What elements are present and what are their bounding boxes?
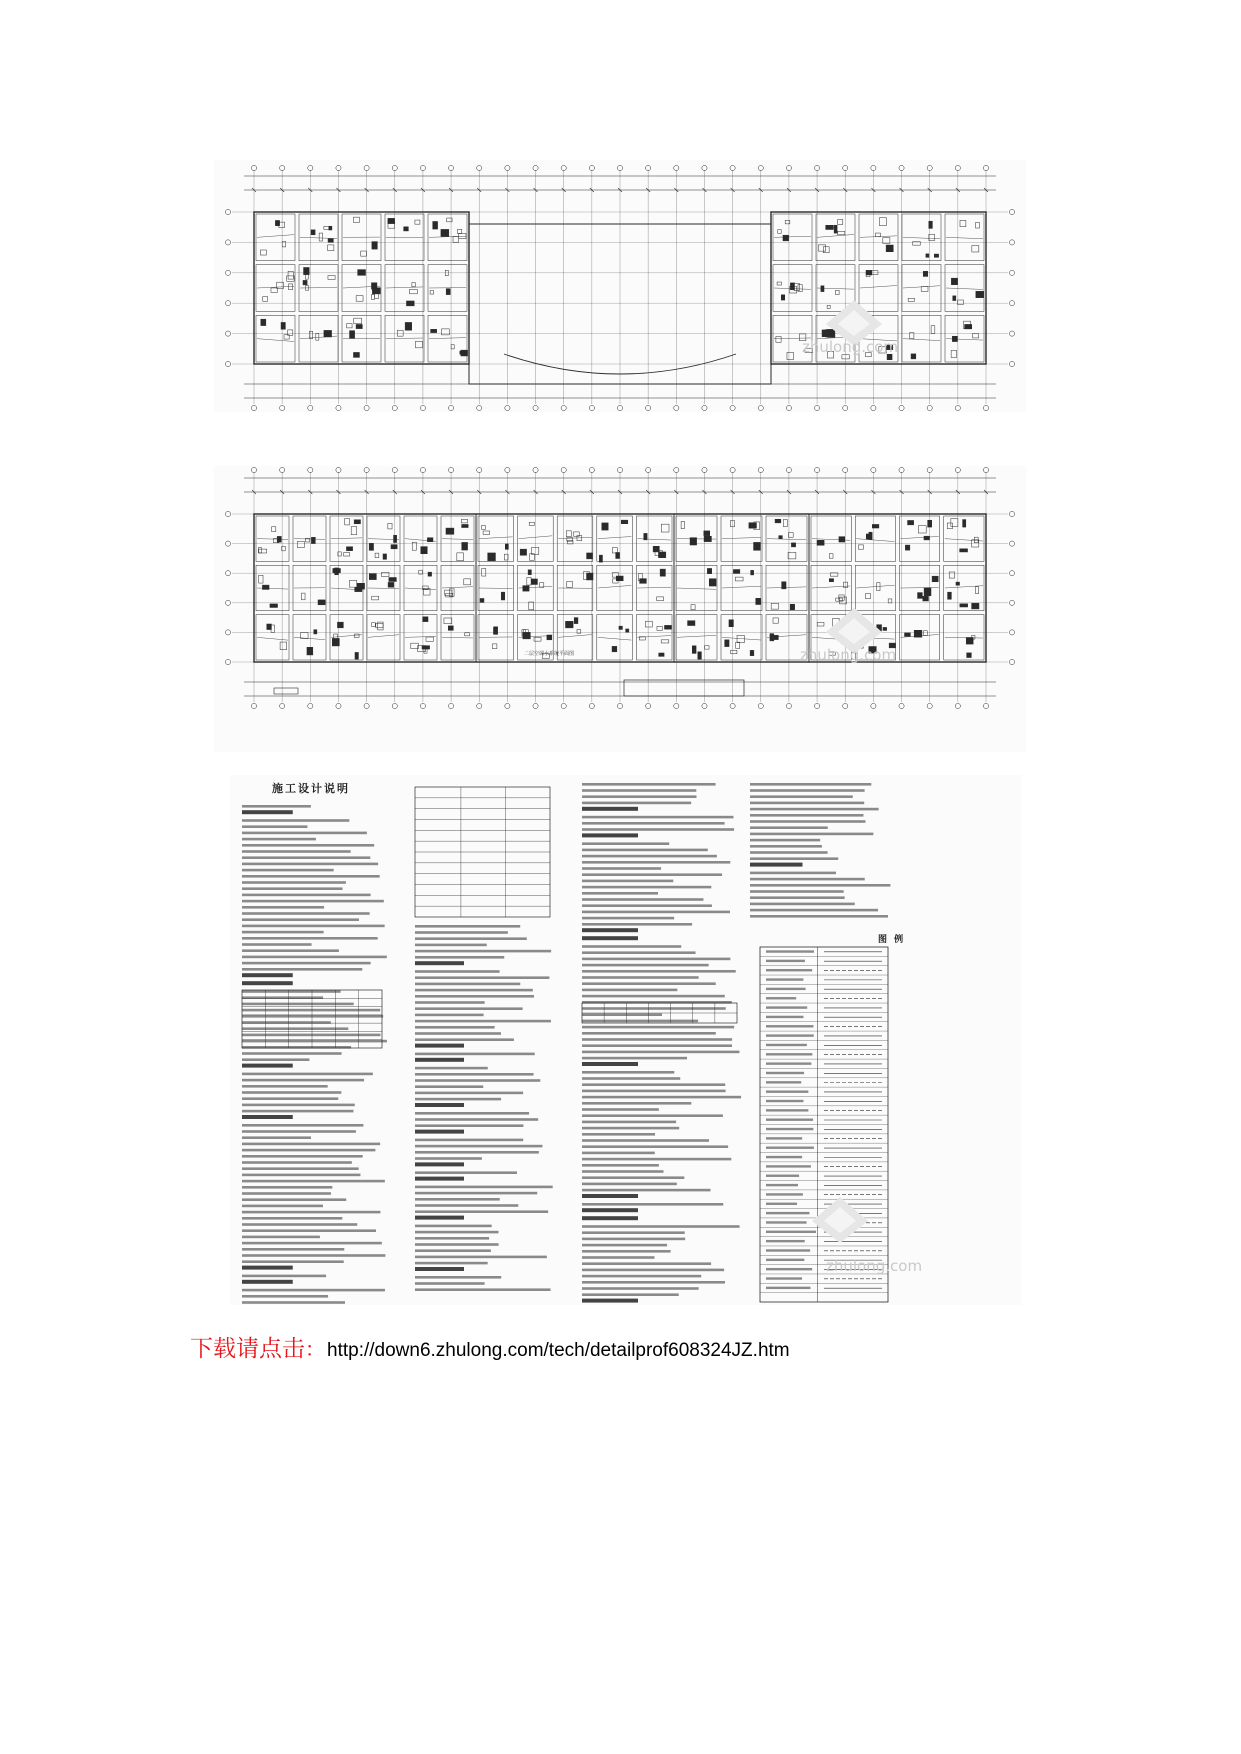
hvac-floor-plan-2 <box>214 466 1026 752</box>
download-separator: ： <box>305 1337 325 1361</box>
plan-caption: 二层空调水系统平面图 <box>524 651 575 657</box>
watermark-logo-icon <box>810 1195 870 1245</box>
floor-plan-1-drawing <box>214 160 1026 412</box>
floor-plan-2-drawing <box>214 466 1026 752</box>
watermark-text: zhulong.com <box>826 1257 923 1275</box>
download-link[interactable]: http://down6.zhulong.com/tech/detailprof608324JZ.htm <box>327 1340 790 1361</box>
hvac-floor-plan-1 <box>214 160 1026 412</box>
design-notes-sheet <box>230 775 1021 1305</box>
design-notes-drawing <box>230 775 1021 1305</box>
notes-title: 施工设计说明 <box>272 782 350 795</box>
legend-title: 图 例 <box>878 935 906 945</box>
download-line <box>190 1330 790 1370</box>
watermark-text: zhulong.com <box>802 338 899 356</box>
watermark-text: zhulong.com <box>800 646 897 664</box>
download-label: 下载请点击 <box>190 1336 305 1362</box>
